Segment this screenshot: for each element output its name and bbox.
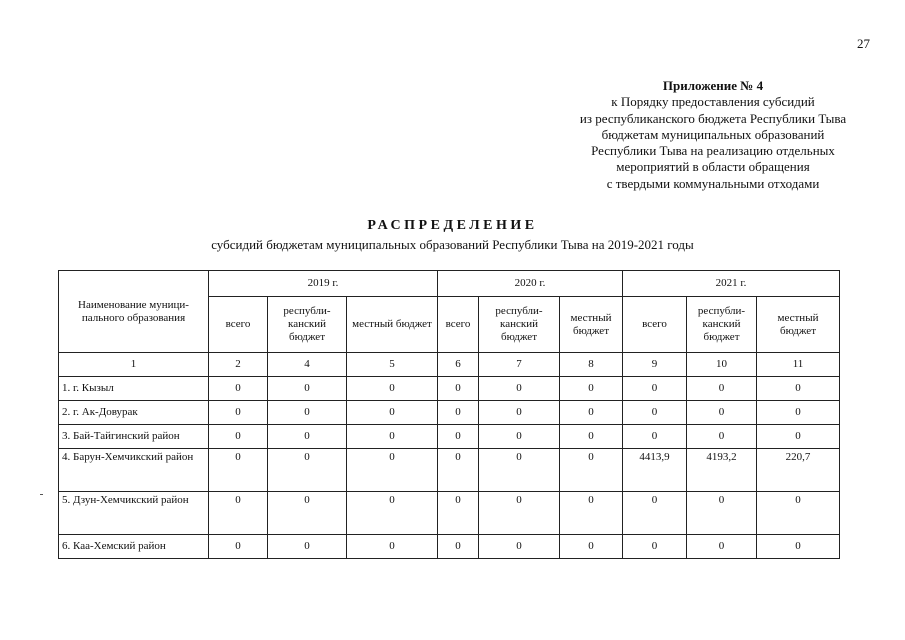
table-cell: 0 — [438, 425, 479, 449]
appendix-line: бюджетам муниципальных образований — [601, 126, 825, 142]
table-cell: 0 — [347, 449, 438, 492]
appendix-line: Республики Тыва на реализацию отдельных — [591, 143, 835, 159]
table-cell: 0 — [209, 425, 268, 449]
header-year: 2021 г. — [623, 271, 840, 297]
page-number: 27 — [857, 36, 870, 51]
subsidy-table — [58, 270, 840, 559]
column-number: 11 — [757, 353, 840, 377]
table-cell: 0 — [438, 377, 479, 401]
table-cell: 0 — [757, 425, 840, 449]
table-cell: 0 — [560, 401, 623, 425]
column-number: 9 — [623, 353, 687, 377]
table-cell: 0 — [623, 425, 687, 449]
municipality-name: 3. Бай-Тайгинский район — [59, 425, 209, 449]
table-cell: 0 — [687, 492, 757, 535]
table-cell: 0 — [757, 492, 840, 535]
header-republican: республи-канский бюджет — [268, 297, 347, 353]
table-row — [59, 401, 840, 425]
table-row — [59, 449, 840, 492]
table-cell: 0 — [560, 449, 623, 492]
table-cell: 4413,9 — [623, 449, 687, 492]
table-row — [59, 492, 840, 535]
header-name-column: Наименование муници-пального образования — [59, 271, 209, 353]
table-cell: 0 — [268, 449, 347, 492]
table-cell: 0 — [757, 377, 840, 401]
table-cell: 0 — [687, 377, 757, 401]
header-total: всего — [623, 297, 687, 353]
table-cell: 0 — [347, 492, 438, 535]
table-cell: 0 — [347, 401, 438, 425]
table-cell: 0 — [268, 377, 347, 401]
table-cell: 0 — [209, 535, 268, 559]
table-cell: 0 — [479, 401, 560, 425]
table-cell: 0 — [623, 492, 687, 535]
table-cell: 4193,2 — [687, 449, 757, 492]
table-cell: 0 — [479, 425, 560, 449]
table-cell: 0 — [623, 401, 687, 425]
table-cell: 220,7 — [757, 449, 840, 492]
appendix-line: из республиканского бюджета Республики Тыва — [579, 110, 847, 126]
column-number: 8 — [560, 353, 623, 377]
header-local: местный бюджет — [560, 297, 623, 353]
municipality-name: 6. Каа-Хемский район — [59, 535, 209, 559]
table-cell: 0 — [347, 535, 438, 559]
header-republican: республи-канский бюджет — [479, 297, 560, 353]
column-number: 7 — [479, 353, 560, 377]
table-cell: 0 — [347, 425, 438, 449]
table-cell: 0 — [560, 535, 623, 559]
appendix-title: Приложение № 4 — [662, 78, 764, 93]
table-cell: 0 — [757, 401, 840, 425]
table-cell: 0 — [209, 449, 268, 492]
table-cell: 0 — [268, 535, 347, 559]
appendix-line: с твердыми коммунальными отходами — [606, 175, 820, 191]
municipality-name: 4. Барун-Хемчикский район — [59, 449, 209, 492]
table-cell: 0 — [209, 492, 268, 535]
appendix-line: мероприятий в области обращения — [616, 159, 810, 175]
column-number: 4 — [268, 353, 347, 377]
appendix-line: к Порядку предоставления субсидий — [611, 94, 815, 110]
document-subtitle: субсидий бюджетам муниципальных образований Республики Тыва на 2019-2021 годы — [211, 237, 694, 252]
table-cell: 0 — [479, 492, 560, 535]
table-cell: 0 — [268, 425, 347, 449]
municipality-name: 1. г. Кызыл — [59, 377, 209, 401]
header-local: местный бюджет — [757, 297, 840, 353]
table-cell: 0 — [560, 425, 623, 449]
table-cell: 0 — [623, 377, 687, 401]
table-cell: 0 — [687, 535, 757, 559]
table-row — [59, 425, 840, 449]
table-cell: 0 — [687, 401, 757, 425]
municipality-name: 2. г. Ак-Довурак — [59, 401, 209, 425]
table-cell: 0 — [438, 449, 479, 492]
table-cell: 0 — [687, 425, 757, 449]
column-number: 10 — [687, 353, 757, 377]
header-total: всего — [438, 297, 479, 353]
header-year: 2019 г. — [209, 271, 438, 297]
header-total: всего — [209, 297, 268, 353]
table-cell: 0 — [438, 401, 479, 425]
table-cell: 0 — [209, 377, 268, 401]
appendix-block — [548, 78, 878, 192]
table-cell: 0 — [560, 492, 623, 535]
column-number: 5 — [347, 353, 438, 377]
table-cell: 0 — [268, 492, 347, 535]
table-cell: 0 — [209, 401, 268, 425]
table-row — [59, 377, 840, 401]
table-cell: 0 — [479, 449, 560, 492]
table-cell: 0 — [268, 401, 347, 425]
table-cell: 0 — [623, 535, 687, 559]
column-number: 6 — [438, 353, 479, 377]
column-number-row — [59, 353, 840, 377]
column-number: 1 — [59, 353, 209, 377]
municipality-name: 5. Дзун-Хемчикский район — [59, 492, 209, 535]
table-cell: 0 — [560, 377, 623, 401]
header-republican: республи-канский бюджет — [687, 297, 757, 353]
table-cell: 0 — [757, 535, 840, 559]
table-row — [59, 535, 840, 559]
table-cell: 0 — [347, 377, 438, 401]
scan-speck — [40, 494, 43, 495]
column-number: 2 — [209, 353, 268, 377]
header-row-years — [59, 271, 840, 297]
header-local: местный бюджет — [347, 297, 438, 353]
table-cell: 0 — [479, 377, 560, 401]
document-title: РАСПРЕДЕЛЕНИЕ — [367, 218, 538, 233]
header-year: 2020 г. — [438, 271, 623, 297]
table-cell: 0 — [479, 535, 560, 559]
table-cell: 0 — [438, 492, 479, 535]
table-cell: 0 — [438, 535, 479, 559]
